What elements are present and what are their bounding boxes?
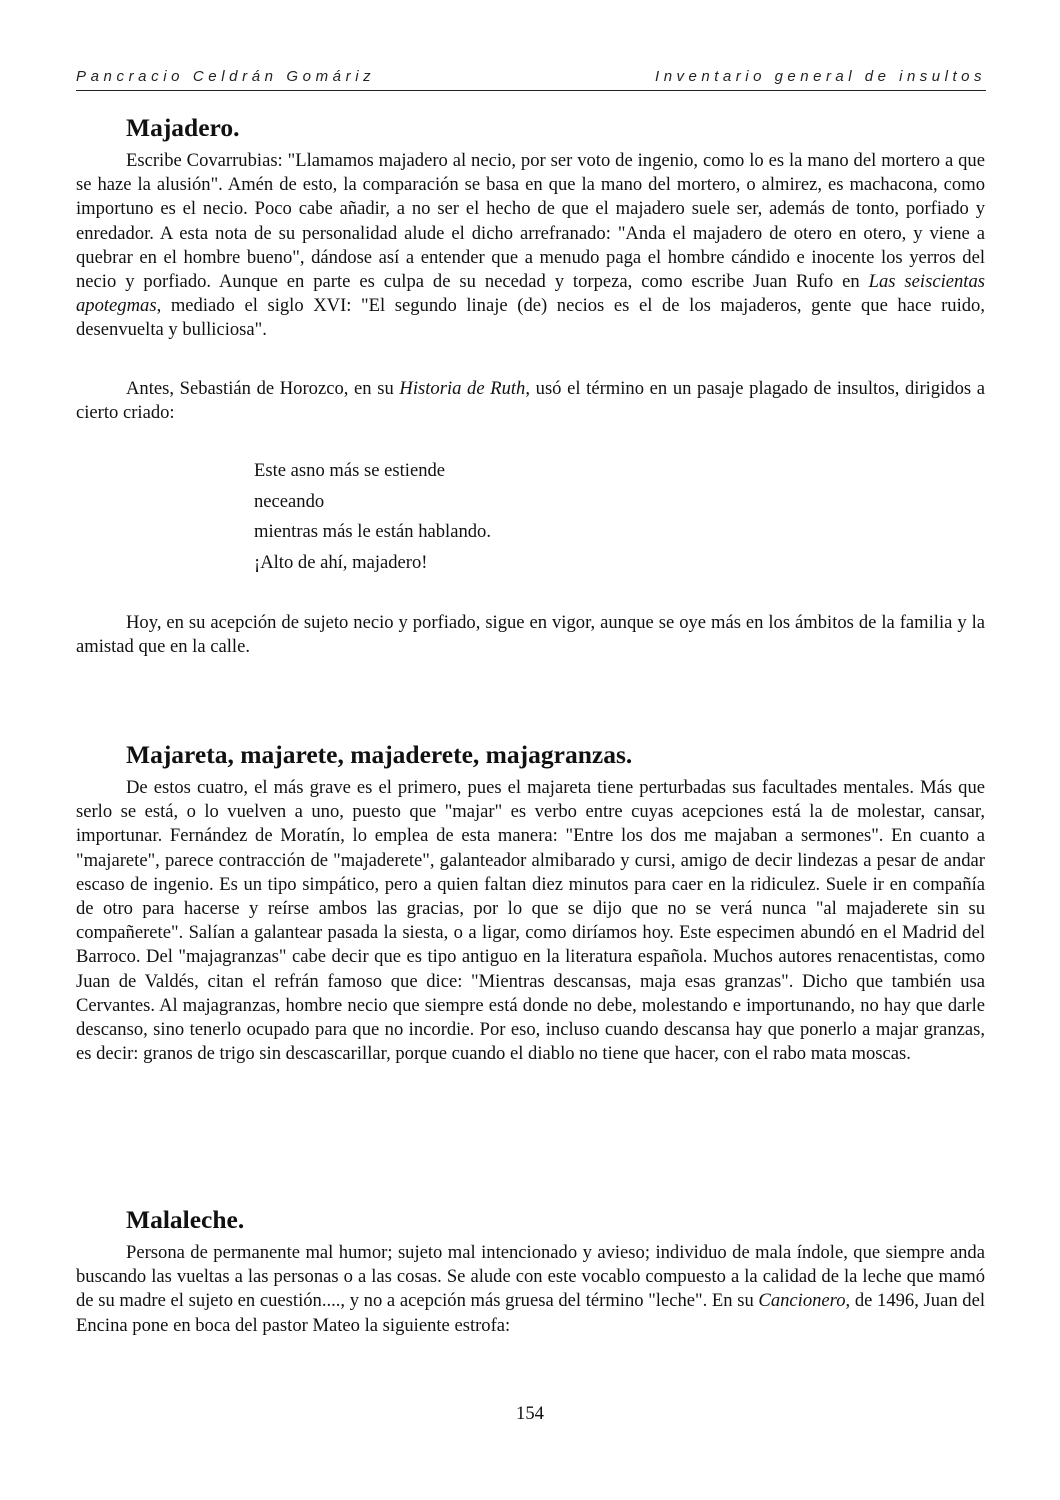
text-run: , usó el término en un pasaje plagado de insultos, dirigidos a cierto criado: [76,378,985,424]
entry-title-majareta: Majareta, majarete, majaderete, majagranzas. [126,740,633,769]
paragraph-majadero-3: Hoy, en su acepción de sujeto necio y porfiado, sigue en vigor, aunque se oye más en los ámbitos de la familia y la amistad que en la calle. [76,612,985,658]
text-run: Persona de permanente mal humor; sujeto mal intencionado y avieso; individuo de mala índole, que siempre anda buscando las vueltas a las personas o a las cosas. Se alude con este vocablo compuesto a la calidad de la leche que mamó de su madre el sujeto en cuestión...., y no a acepción más gruesa del término "leche". En su [76,1242,985,1312]
verse-quote [254,456,491,578]
paragraph-majadero-2 [76,377,985,425]
paragraph-majadero-1 [76,149,985,343]
entry-title-malaleche: Malaleche. [126,1205,245,1234]
text-run: Escribe Covarrubias: "Llamamos majadero al necio, por ser voto de ingenio, como lo es la mano del mortero a que se haze la alusión". Amén de esto, la comparación se basa en que la mano del mortero, o almirez, es machacona, como importuno es el necio. Poco cabe añadir, a no ser el hecho de que el majadero suele ser, además de tonto, porfiado y enredador. A esta nota de su personalidad alude el dicho arrefranado: "Anda el majadero de otero en otero, y viene a quebrar en el hombre bueno", dándose así a entender que a menudo paga el hombre cándido e inocente los yerros del necio y porfiado. Aunque en parte es culpa de su necedad y torpeza, como escribe Juan Rufo en [76,150,985,293]
book-title-italic: Historia de Ruth [399,378,526,399]
page-number: 154 [516,1403,544,1424]
verse-line: neceando [254,490,325,512]
book-title-italic: Las seiscientas apotegmas [76,271,985,317]
running-header [76,66,986,91]
verse-line: ¡Alto de ahí, majadero! [254,551,428,573]
verse-line: Este asno más se estiende [254,460,446,481]
header-author: Pancracio Celdrán Gomáriz [76,68,376,85]
text-run: , mediado el siglo XVI: "El segundo linaje (de) necios es el de los majaderos, gente que hace ruido, desenvuelta y bulliciosa". [76,295,985,341]
header-book-title: Inventario general de insultos [655,68,986,85]
text-run: , de 1496, Juan del Encina pone en boca del pastor Mateo la siguiente estrofa: [76,1290,985,1336]
book-title-italic: Cancionero [758,1290,846,1312]
paragraph-majareta: De estos cuatro, el más grave es el primero, pues el majareta tiene perturbadas sus facultades mentales. Más que serlo se está, o lo vuelven a uno, puesto que "majar" es verbo entre cuyas acepciones está la de molestar, cansar, importunar. Fernández de Moratín, lo emplea de esta manera: "Entre los dos me majaban a sermones". En cuanto a "majarete", parece contracción de "majaderete", galanteador almibarado y cursi, amigo de decir lindezas a pesar de andar escaso de ingenio. Es un tipo simpático, pero a quien faltan diez minutos para caer en la ridiculez. Suele ir en compañía de otro para hacerse y reírse ambos las gracias, por lo que se dijo que no se verá nunca "al majaderete sin su compañerete". Salían a galantear pasada la siesta, o a ligar, como diríamos hoy. Este especimen abundó en el Madrid del Barroco. Del "majagranzas" cabe decir que es tipo antiguo en la literatura española. Muchos autores renacentistas, como Juan de Valdés, citan el refrán famoso que dice: "Mientras descansas, maja esas granzas". Dicho que también usa Cervantes. Al majagranzas, hombre necio que siempre está donde no debe, molestando e importunando, no hay que darle descanso, sino tenerlo ocupado para que no incordie. Por eso, incluso cuando descansa hay que ponerlo a majar granzas, es decir: granos de trigo sin descascarillar, porque cuando el diablo no tiene que hacer, con el rabo mata moscas. [76,777,985,1065]
verse-line: mientras más le están hablando. [254,521,491,542]
paragraph-malaleche [76,1241,985,1338]
entry-title-majadero: Majadero. [126,113,240,142]
text-run: Antes, Sebastián de Horozco, en su [126,378,400,399]
